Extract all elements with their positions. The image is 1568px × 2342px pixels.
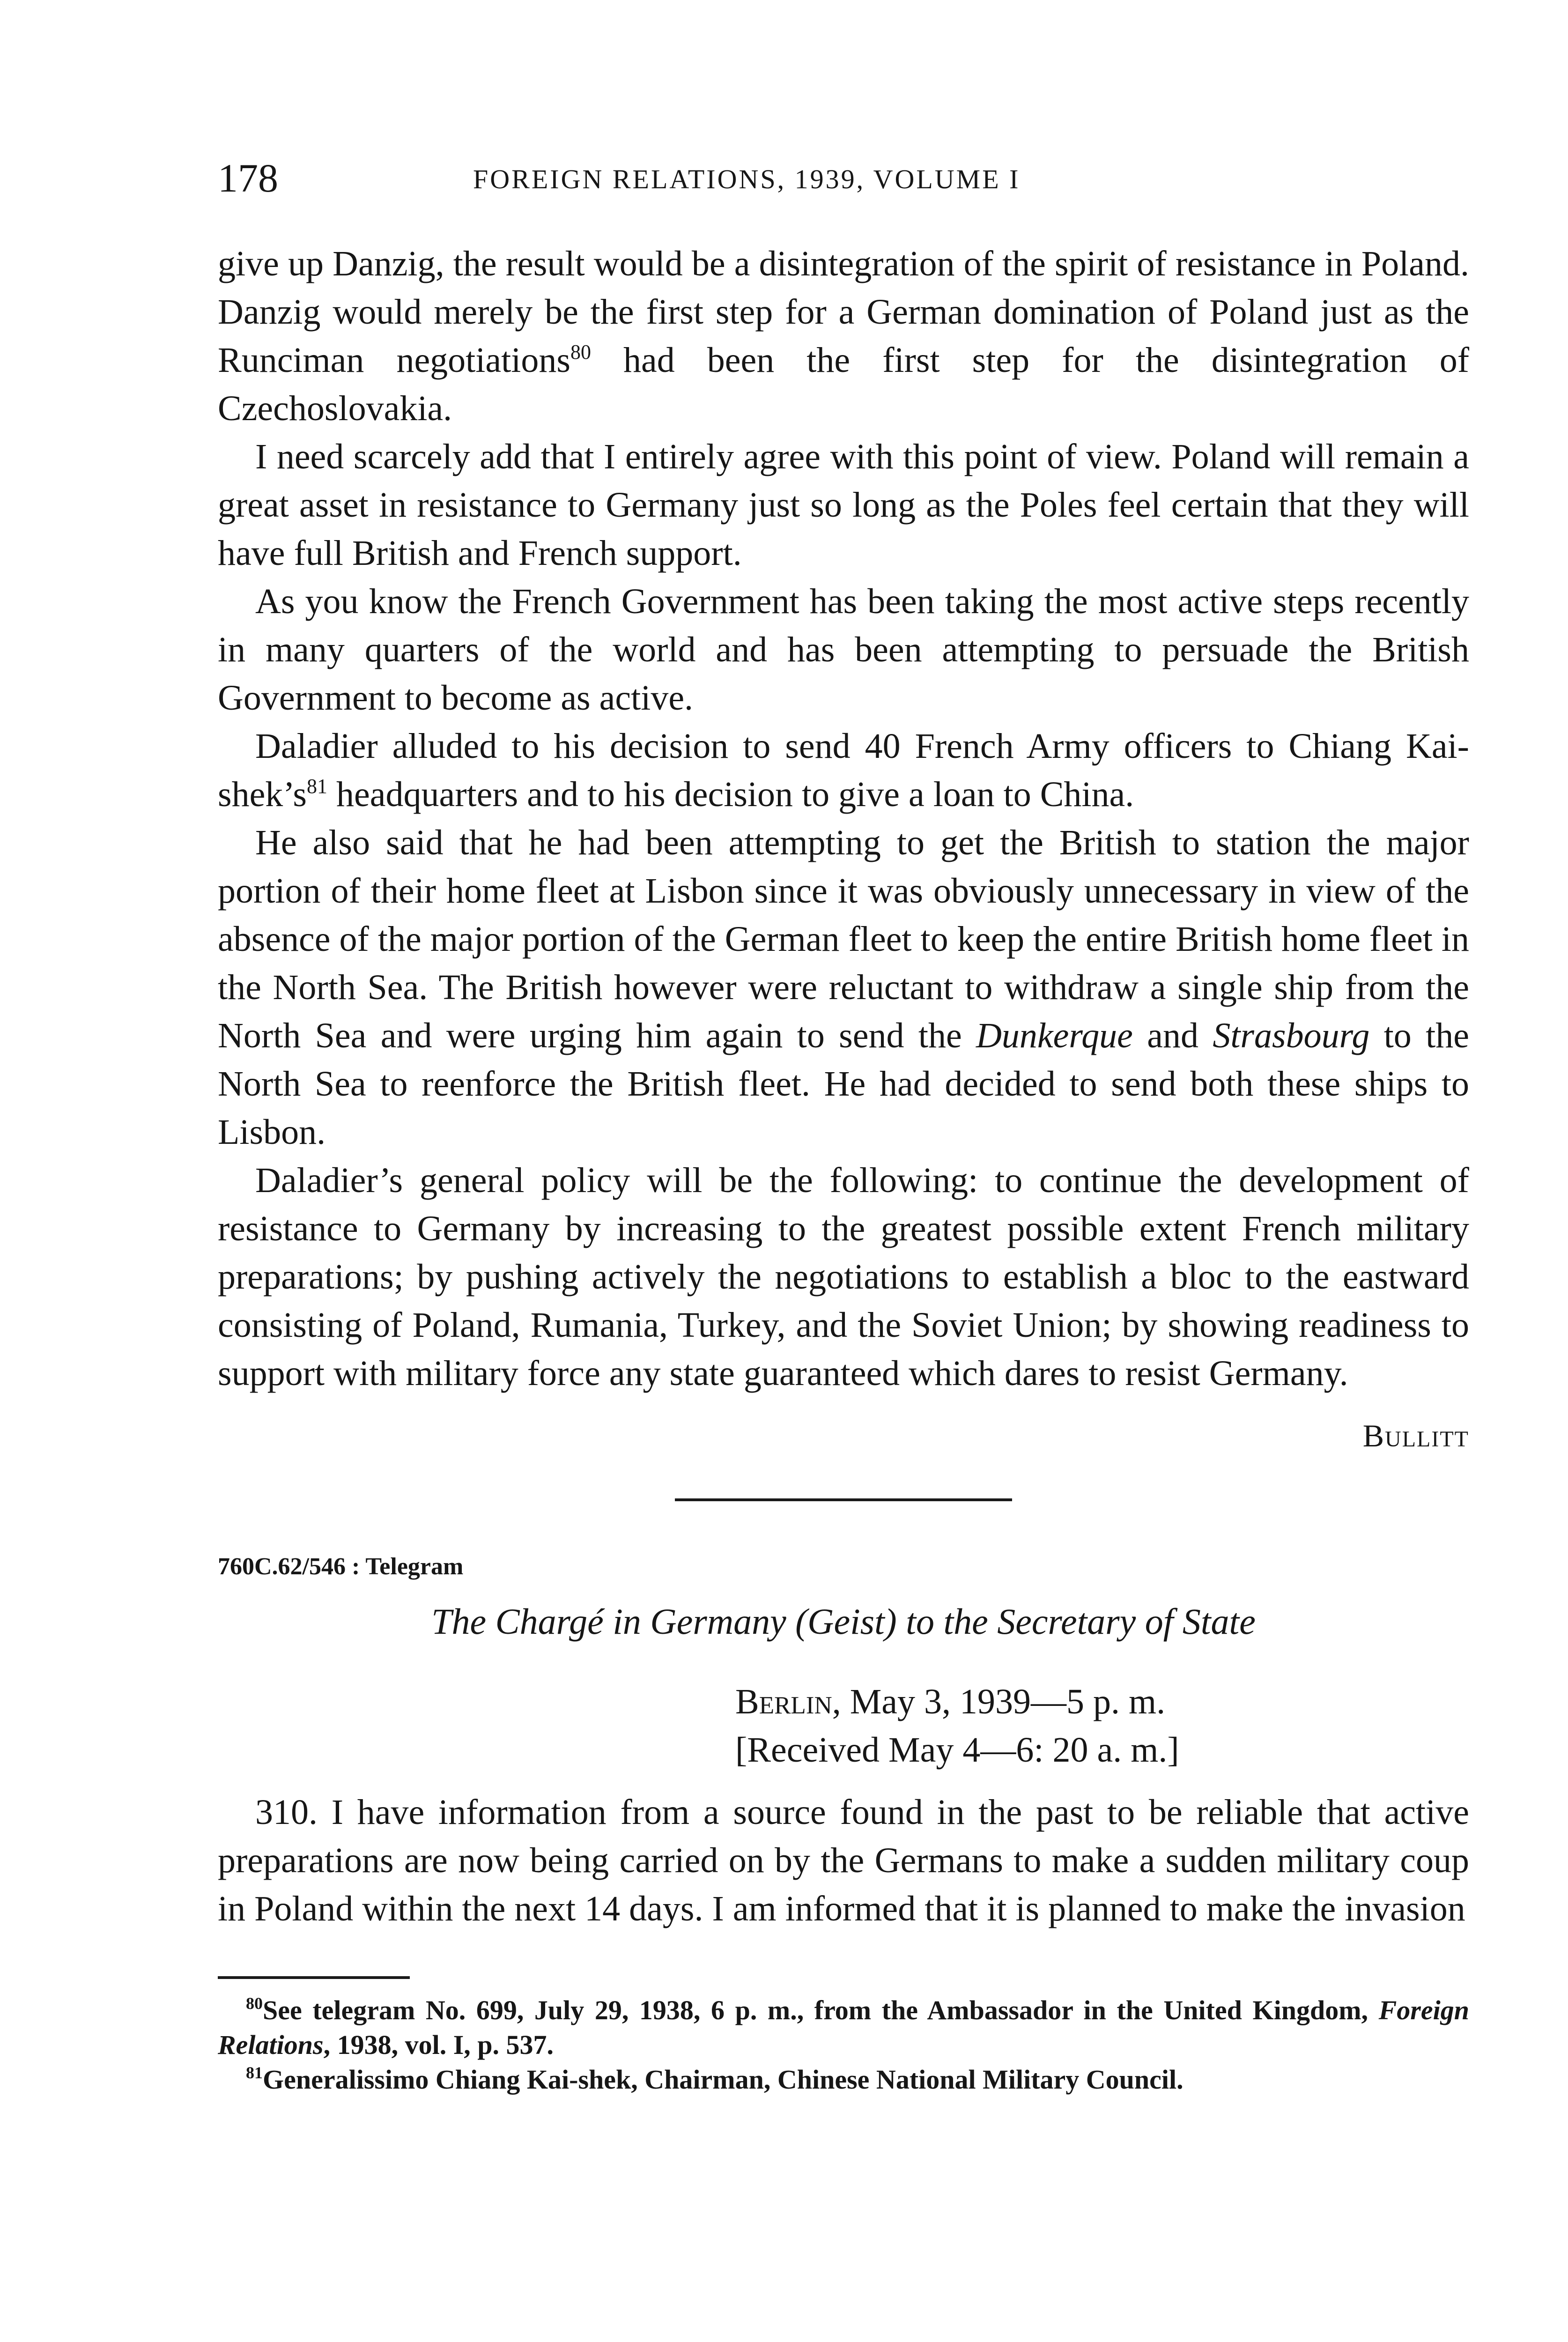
page: [218, 155, 1469, 2097]
footnote-80: [218, 1993, 1469, 2062]
footnote-81: [218, 2062, 1469, 2097]
paragraph-text: headquarters and to his decision to give a loan to China.: [327, 775, 1134, 814]
paragraph-agree: I need scarcely add that I entirely agree with this point of view. Poland will remain a great asset in resistance to Germany just so long as the Poles feel certain that they will have full British and French support.: [218, 437, 1469, 573]
body-text: [218, 240, 1469, 1460]
paragraph-text: to the North Sea to reenforce the British fleet. He had decided to send both these ships to Lisbon.: [218, 1016, 1469, 1152]
paragraph-home-fleet: [218, 819, 1469, 1156]
paragraph-danzig: [218, 240, 1469, 433]
dateline-date: , May 3, 1939—5 p. m.: [832, 1682, 1166, 1721]
footnotes: [218, 1993, 1469, 2097]
paragraph-text: had been the first step for the disintegration of Czechoslovakia.: [218, 341, 1470, 428]
footnote-text: See telegram No. 699, July 29, 1938, 6 p. m., from the Ambassador in the United Kingdom,: [263, 1995, 1379, 2025]
footnote-ref-81: 81: [307, 775, 327, 798]
footnote-mark-80: 80: [246, 1994, 263, 2013]
footnote-mark-81: 81: [246, 2063, 263, 2082]
paragraph-army-officers: [218, 722, 1469, 819]
signature-bullitt: Bullitt: [1362, 1418, 1469, 1453]
ship-name-strasbourg: Strasbourg: [1213, 1016, 1370, 1055]
paragraph-text: He also said that he had been attempting to get the British to station the major portion of their home fleet at Lisbon since it was obviously unnecessary in view of the absence of the major portion of the German fleet to keep the entire British home fleet in the North Sea. The British however were reluctant to withdraw a single ship from the North Sea and were urging him again to send the: [218, 823, 1469, 1055]
paragraph-text: Daladier alluded to his decision to send 40 French Army officers to Chiang Kai-shek’s: [218, 726, 1469, 814]
section-divider: [675, 1498, 1012, 1501]
ship-name-dunkerque: Dunkerque: [976, 1016, 1133, 1055]
running-title: FOREIGN RELATIONS, 1939, VOLUME I: [473, 164, 1021, 194]
page-number: 178: [218, 156, 278, 200]
footnote-text: , 1938, vol. I, p. 537.: [323, 2030, 554, 2060]
paragraph-military-coup: 310. I have information from a source found in the past to be reliable that active preparations are now being carried on by the Germans to make a sudden military coup in Poland within the next 14 days. I am informed that it is planned to make the invasion: [218, 1793, 1469, 1928]
telegram-body: [218, 1788, 1469, 1933]
file-reference: 760C.62/546 : Telegram: [218, 1553, 464, 1580]
paragraph-general-policy: Daladier’s general policy will be the following: to continue the development of resistance to Germany by increasing to the greatest possible extent French military preparations; by pushing actively the negotiations to establish a bloc to the eastward consisting of Poland, Rumania, Turkey, and the Soviet Union; by showing readiness to support with military force any state guaranteed which dares to resist Germany.: [218, 1161, 1469, 1393]
footnote-ref-80: 80: [570, 341, 591, 363]
paragraph-text: give up Danzig, the result would be a disintegration of the spirit of resistance in Poland. Danzig would merely be the first step for a German domination of Poland just as the Runciman negotiations: [218, 244, 1469, 380]
dateline: [735, 1678, 1469, 1774]
footnote-divider: [218, 1976, 410, 1979]
paragraph-french-government: As you know the French Government has been taking the most active steps recently in many quarters of the world and has been attempting to persuade the British Government to become as active.: [218, 582, 1469, 718]
dateline-place: Berlin: [735, 1682, 832, 1721]
paragraph-text: and: [1132, 1016, 1213, 1055]
footnote-citation-title: Foreign Relations: [218, 1995, 1469, 2060]
footnote-text: Generalissimo Chiang Kai-shek, Chairman, Chinese National Military Council.: [263, 2064, 1183, 2095]
running-head: [218, 155, 1469, 201]
document-title: The Chargé in Germany (Geist) to the Secretary of State: [431, 1601, 1256, 1642]
dateline-received: [Received May 4—6: 20 a. m.]: [735, 1730, 1179, 1770]
dateline-sent: [735, 1678, 1469, 1726]
